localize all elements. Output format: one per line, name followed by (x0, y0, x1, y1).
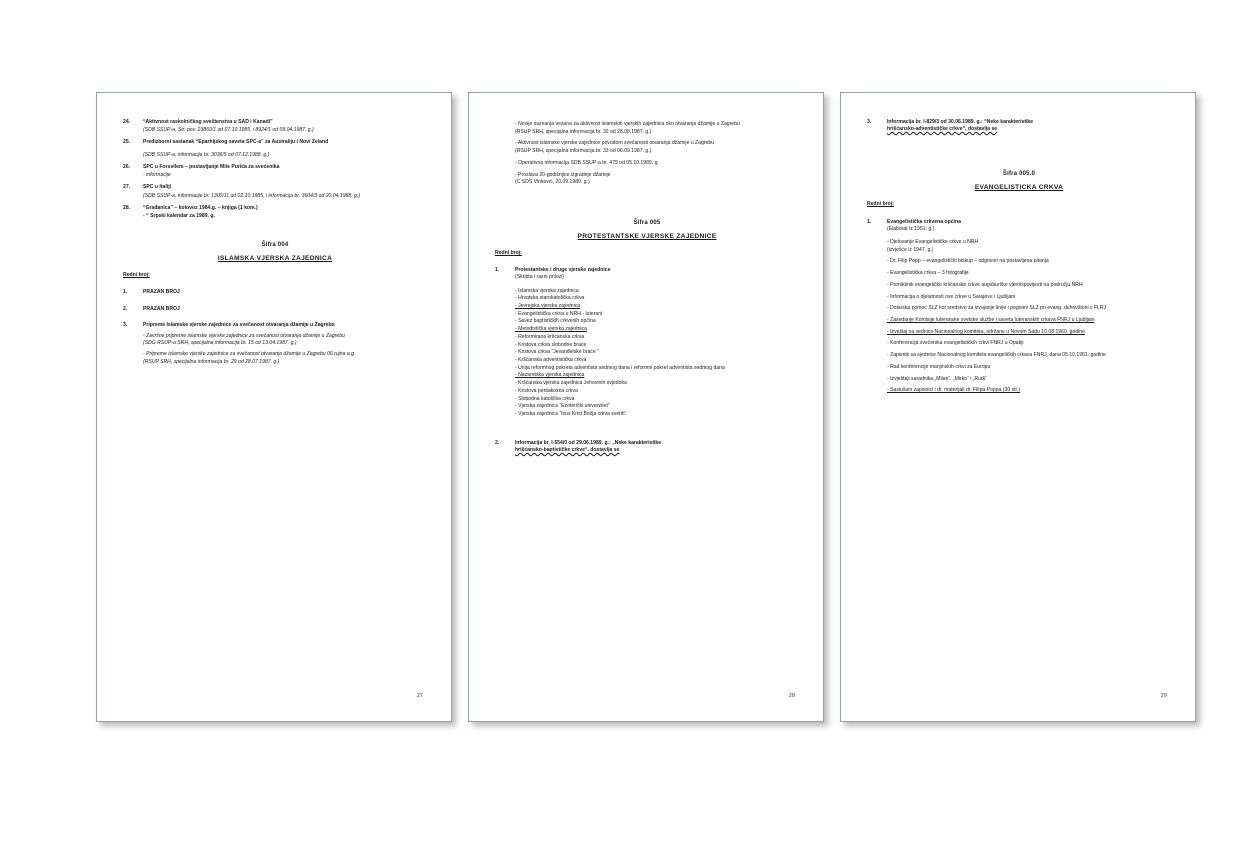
entry-sub: (RSUP SRH, specijalna informacija br. 29 od 28.07.1987. g.) (143, 358, 280, 365)
item-number: 1. (123, 289, 128, 296)
entry-sub: (SDG RSUP-a SRH, specijalna informacija br. 15 od 13.04.1987. g.) (143, 340, 297, 347)
item-number: 26. (123, 163, 131, 170)
sub-list-item: - Pronikšnik evangeličke kršćanske crkve augsburške vjeroispovijesti na području NRH (887, 281, 1083, 288)
reference-line: (RSUP SRH, specijalna informacija br. 33 od 06.09.1987. g.) (515, 148, 652, 155)
item-ref: (SDB SSUP-a, informacije br. 1300/11 od 02.10.1985. i informacija br. 3604/3 od 20.04.1988. g.) (143, 192, 360, 199)
section-code: Šifra 005.0 (1002, 171, 1036, 178)
sub-list-item: - Jevrejska vjerska zajednica (515, 303, 581, 309)
entry-sub: - Pripreme islamske vjerske zajednice za svečanost otvaranja džamije u Zagrebu 06.rujna a.g. (143, 351, 356, 358)
section-code: Šifra 004 (261, 242, 289, 249)
list-item (123, 306, 427, 313)
entry-subtitle: (Skripta i razni prilozi) (515, 274, 564, 281)
list-item (123, 322, 427, 366)
entry-title-underlined: hrišćansko-adventističke crkve“, dostavlja se (887, 126, 998, 133)
entry-title: Informacija br. I-829/3 od 30.06.1989. g.: “Neke karakteristike (887, 119, 1034, 125)
reference-line: - Aktivnost islamske vjerske zajednice povodom svečanosti otvaranja džamije u Zagrebu (515, 140, 715, 147)
list-item (495, 440, 799, 454)
item-number: 2. (495, 439, 500, 446)
sub-list-item: - Evangelistička crkva u NRH - luterani (515, 310, 603, 317)
list-item (867, 219, 1171, 400)
sub-list-item: - Saslušani zapisnici i dr. materijali dr. Filipa Poppa (30 str.) (887, 387, 1021, 394)
page-2-content (495, 119, 799, 695)
item-title: Predizborni sastanak “Eparhijskog saveta SPC-a” za Australiju i Novi Zeland (143, 139, 329, 146)
page-1-content (123, 119, 427, 695)
sub-list-item: - Islamska vjerska zajednica (515, 287, 579, 294)
page-number: 28 (788, 693, 795, 699)
list-item (123, 184, 427, 199)
item-title: “Aktivnost raskolničkog sveštenstva u SAD i Kanadi” (143, 119, 273, 125)
list-item (867, 119, 1171, 133)
entry-title-underlined: hrišćansko-baptističke crkve“, dostavlja se (515, 447, 620, 453)
sub-list-item: - Vjerska zajednica “Ezoterički univerzitet” (515, 403, 610, 410)
list-item (123, 289, 427, 296)
entry-title: Informacija br. I-554/0 od 29.06.1989. g.: „Neke karakteristike (515, 439, 662, 446)
sub-list-item: - Vjerska zajednica “Isus Krist Božja crkva svetih” (515, 411, 627, 418)
sub-list-item: - Kristova crkva “Jevanđelske braće “ (515, 349, 599, 356)
list-item (123, 139, 427, 158)
section-title: PROTESTANTSKE VJERSKE ZAJEDNICE (577, 232, 717, 240)
entry-title: Protestantske i druge vjerske zajednice (515, 267, 611, 274)
sub-list-item: - Informacija o djelatnosti ove crkve u Sarajevu i Ljubljani (887, 293, 1016, 300)
list-item (123, 205, 427, 220)
sub-list-item: - Kristova crkva slobodne braće (515, 341, 587, 348)
section-code: Šifra 005 (633, 220, 661, 227)
sub-list-item: - Metodistička vjerska zajednica (515, 326, 587, 333)
item-number: 25. (123, 139, 131, 146)
entry-title: Evangelistička crkvena općina (887, 218, 961, 225)
list-item (123, 119, 427, 134)
document-page-2[interactable] (468, 92, 824, 722)
item-title: “Građanica” – kolovoz 1984.g. – knjiga (1 kom.) (143, 204, 258, 211)
sub-list-item: - Djelovanje Evangelističke crkve u NRH (887, 238, 979, 245)
sub-list-item: - Kristova pentakosna crkva (515, 387, 578, 394)
item-number: 28. (123, 204, 131, 211)
redni-broj-label: Redni broj: (867, 201, 894, 208)
entry-title: Pripreme Islamske vjerske zajednice za svečanost otvaranja džamije u Zagrebu (143, 321, 335, 328)
sub-list-item: - Nazaretska vjerska zajednica (515, 372, 585, 379)
sub-list-item: - Evangelistička crkva – 3 fotografije (887, 270, 969, 277)
sub-list-item: - Zasedanje Komisije luteranske svetske službe i saveta luteranskih crkava FNRJ u Ljubljani (887, 317, 1095, 323)
item-subtitle: - “ Srpski kalendar za 1989. g. (143, 212, 215, 219)
document-page-3[interactable] (840, 92, 1196, 722)
entry-sub: - Završne pripreme islamske vjerske zajednice za svečanost otvaranja džamije u Zagrebu (143, 332, 345, 339)
sub-list-item: - Konferencija svećenika evangelističkih crkvi FNRJ u Opatiji (887, 340, 1024, 347)
reference-line: (RSUP SRH, specijalna informacija br. 32 od 28.08.1987. g.) (515, 128, 652, 135)
sub-list (887, 239, 1171, 395)
page-3-content (867, 119, 1171, 695)
entry-subtitle: (Elaborat iz 1951. g.) (887, 225, 935, 232)
sub-list-item: - Slobodna katolička crkva (515, 395, 575, 402)
reference-line: (C SDS Vinkovci, 20.09.1989. g.) (515, 179, 590, 186)
pages-row (96, 92, 1196, 722)
entry-title: PRAZAN BROJ (143, 289, 180, 296)
entry-title: PRAZAN BROJ (143, 305, 180, 312)
sub-list-item: - Unija reformnog pokreta adventista sedmog dana i reformni pokret adventista sedmog dana (515, 364, 725, 371)
section-title: EVANGELISTICKA CRKVA (974, 183, 1064, 191)
page-number: 29 (1160, 693, 1167, 699)
sub-list-item: - Kršćanska vjerska zajednica Jehovinih svjedoka (515, 380, 627, 387)
item-ref: - informacije (143, 172, 171, 179)
item-number: 2. (123, 305, 128, 312)
item-title: SPC u Italiji (143, 184, 172, 191)
sub-list-item: - Kršćanska adventistička crkva (515, 357, 587, 364)
item-number: 24. (123, 119, 131, 125)
document-page-1[interactable] (96, 92, 452, 722)
item-title: SPC u Forsvilem – postavljanje Mile Purića za svećenika (143, 163, 280, 170)
redni-broj-label: Redni broj: (123, 272, 150, 279)
sub-list-item: - Dolarska pomoć SLZ kot sredstvo za izvajanje linije i pogoiev SLZ pri evang. duhovštoni v FLRJ (887, 305, 1107, 312)
page-number: 27 (416, 693, 423, 699)
sub-list-item: - Rad konferencije manjinskih crkvi za Europu (887, 363, 991, 370)
item-number: 3. (123, 321, 128, 328)
item-number: 27. (123, 184, 131, 191)
sub-list-item: - Dr. Filip Popp – evangelistički biskup – odgovori na postavljena pitanja (887, 258, 1049, 265)
sub-list-item: - Izvještaji saradnika „Milan“, „Mirko“ i „Rudi“ (887, 375, 987, 382)
reference-line: - Novije saznanja vezana za aktivnost islamskih vjerskih zajednica oko otvaranja džamije u Zagrebu (515, 121, 740, 127)
section-title: ISLAMSKA VJERSKA ZAJEDNICA (217, 254, 333, 262)
list-item (123, 164, 427, 179)
sub-list-item: - Hrvatska starokatolička crkva (515, 295, 585, 302)
list-item (495, 267, 799, 419)
reference-line: - Operativna informacija SDB SSUP-a br. 479 od 05.10.1989. g. (515, 159, 659, 166)
sub-list-item: - Reformirana kršćanska crkva (515, 333, 585, 340)
item-ref: (SDB SSUP-a, informacija br. 3036/5 od 07.12.1988. g.) (143, 151, 270, 158)
sub-list-item: - Savez baptističkih crkvenih općina (515, 318, 596, 325)
item-number: 1. (867, 218, 872, 225)
item-number: 1. (495, 267, 500, 274)
item-number: 3. (867, 119, 872, 125)
reference-line: - Proslava 20-godišnjice izgradnje džamije (515, 171, 611, 178)
redni-broj-label: Redni broj: (495, 249, 522, 256)
sub-list-item: - Izveštaj sa sednice Nacionalnog komiteta, održane u Novom Sadu 10.08.1960. godine (887, 328, 1085, 335)
sub-list (515, 288, 799, 419)
sub-list-item: (izvješće iz 1947. g.) (887, 246, 934, 253)
top-reference-list (495, 121, 799, 187)
item-ref: (SDB SSUP-a, Str. pov. 23860/1 od 07.10.1985. i 8924/1 od 09.04.1987. g.) (143, 127, 314, 134)
sub-list-item: - Zapisnik sa sjednice Nacionalnog komiteta evangeličkih crkava FNRJ, dana 05.10.1961. godine (887, 352, 1106, 359)
